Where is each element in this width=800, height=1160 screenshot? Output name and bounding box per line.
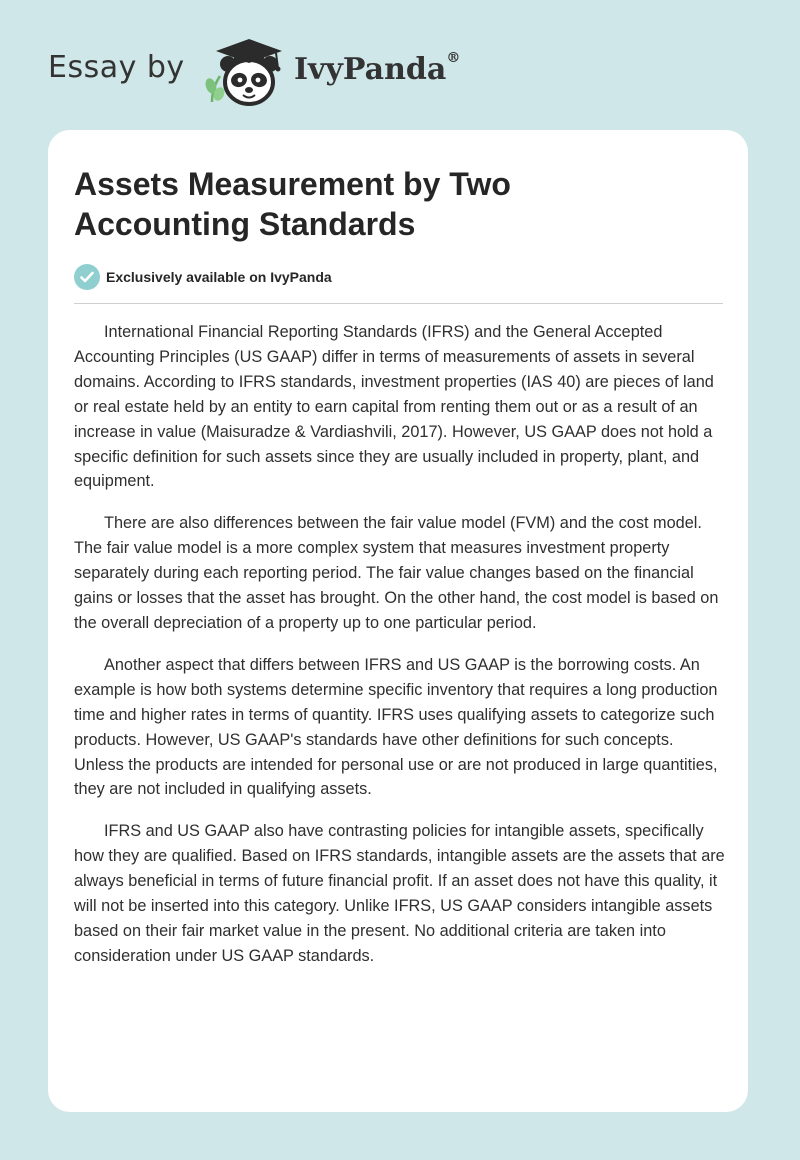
brand-label: IvyPanda <box>294 52 447 87</box>
brand-name[interactable] <box>294 52 460 87</box>
paragraph: Another aspect that differs between IFRS and US GAAP is the borrowing costs. An example is how both systems determine specific inventory that requires a long production time and higher rates in terms of quantity. IFRS uses qualifying assets to categorize such products. However, US GAAP's standards have other definitions for such concepts. Unless the products are intended for personal use or are not produced in large quantities, they are not included in qualifying assets. <box>74 655 718 799</box>
essay-body <box>74 320 726 986</box>
paragraph: There are also differences between the fair value model (FVM) and the cost model. The fair value model is a more complex system that measures investment property separately during each reporting period. The fair value changes based on the financial gains or losses that the asset has brought. On the other hand, the cost model is based on the overall depreciation of a property up to one particular period. <box>74 514 719 632</box>
paragraph: IFRS and US GAAP also have contrasting policies for intangible assets, specifically how they are qualified. Based on IFRS standards, intangible assets are the assets that are always beneficial in terms of future financial profit. If an asset does not have this quality, it will not be inserted into this category. Unlike IFRS, US GAAP considers intangible assets based on their fair market value in the present. No additional criteria are taken into consideration under US GAAP standards. <box>74 822 725 965</box>
essay-by-label: Essay by <box>48 50 185 85</box>
page-title: Assets Measurement by Two Accounting Standards <box>74 166 511 242</box>
checkmark-icon <box>74 264 100 290</box>
essay-card <box>48 130 748 1112</box>
exclusive-badge <box>74 263 332 291</box>
panda-graduate-icon[interactable] <box>198 36 290 108</box>
site-header <box>0 0 800 130</box>
registered-mark: ® <box>446 50 461 66</box>
exclusive-label: Exclusively available on IvyPanda <box>106 269 332 285</box>
divider <box>74 303 723 304</box>
paragraph: International Financial Reporting Standards (IFRS) and the General Accepted Accounting Principles (US GAAP) differ in terms of measurements of assets in several domains. According to IFRS standards, investment properties (IAS 40) are pieces of land or real estate held by an entity to earn capital from renting them out or as a result of an increase in value (Maisuradze & Vardiashvili, 2017). However, US GAAP does not hold a specific definition for such assets since they are usually included in property, plant, and equipment. <box>74 323 714 491</box>
